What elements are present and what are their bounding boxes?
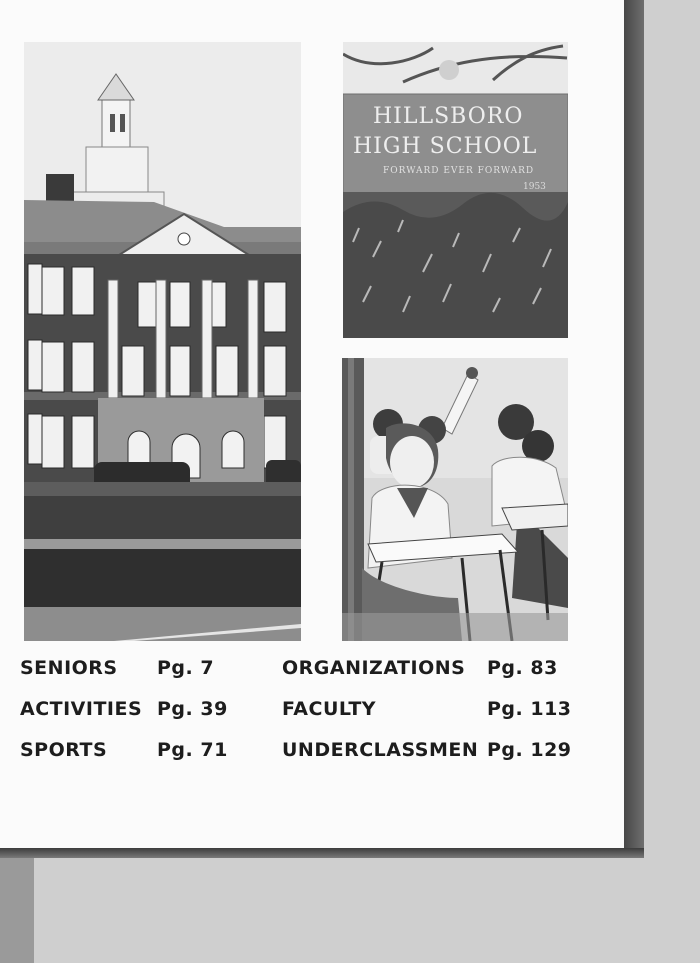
toc-section-faculty: FACULTY [282,698,377,720]
sign-line-1: HILLSBORO [373,104,524,129]
classroom-photo [342,358,568,641]
toc-page-activities: Pg. 39 [157,698,228,720]
toc-section-organizations: ORGANIZATIONS [282,657,466,679]
toc-section-sports: SPORTS [20,739,108,761]
toc-page-organizations: Pg. 83 [487,657,558,679]
book-bottom-edge [0,848,644,858]
sign-motto: FORWARD EVER FORWARD [383,166,535,176]
toc-page-seniors: Pg. 7 [157,657,215,679]
scanner-right [644,0,700,855]
scanner-bottom [0,855,700,963]
toc-section-underclassmen: UNDERCLASSMEN [282,739,479,761]
toc-section-activities: ACTIVITIES [20,698,143,720]
toc-section-seniors: SENIORS [20,657,118,679]
toc-page-underclassmen: Pg. 129 [487,739,572,761]
toc-page-faculty: Pg. 113 [487,698,572,720]
sign-line-2: HIGH SCHOOL [353,134,538,159]
binding-strip [0,855,34,963]
sign-year: 1953 [523,182,546,192]
toc-page-sports: Pg. 71 [157,739,228,761]
school-building-photo [24,42,301,641]
school-sign-photo [343,42,568,338]
